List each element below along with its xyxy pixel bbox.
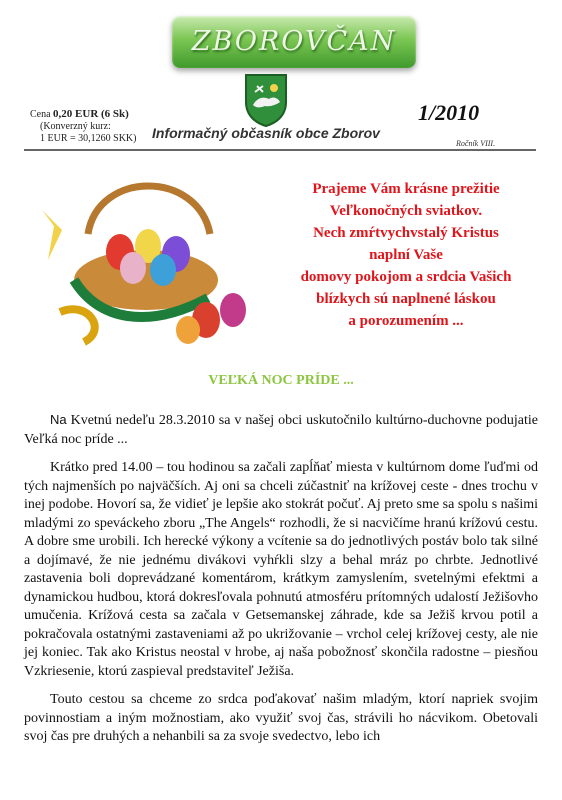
greeting-line: Veľkonočných sviatkov. bbox=[329, 203, 483, 219]
masthead-banner bbox=[172, 16, 416, 68]
price-value: 0,20 EUR (6 Sk) bbox=[53, 108, 129, 120]
article-title: VEĽKÁ NOC PRÍDE ... bbox=[208, 373, 354, 388]
volume-label: Ročník VIII. bbox=[456, 139, 496, 148]
price-block bbox=[30, 108, 136, 145]
paragraph-text: Kvetnú nedeľu 28.3.2010 sa v našej obci uskutočnilo kultúrno-duchovne podujatie Veľká noc príde ... bbox=[24, 413, 538, 447]
easter-basket-illustration bbox=[28, 170, 264, 346]
article-body bbox=[24, 411, 538, 757]
municipal-coat-of-arms-icon bbox=[243, 72, 289, 128]
article-paragraph-1 bbox=[24, 411, 538, 449]
newsletter-subtitle: Informačný občasník obce Zborov bbox=[152, 125, 380, 141]
article-paragraph-2: Krátko pred 14.00 – tou hodinou sa začali zapĺňať miesta v kultúrnom dome ľuďmi od tých najmenších po najväčších. Aj oni sa chceli zúčastniť na krížovej ceste - dnes trochu v inej podobe. Hovorí sa, že vidieť je lepšie ako stokrát počuť. Aj preto sme sa spolu s našimi mladými zo speváckeho zboru „The Angels“ rozhodli, že si nacvičíme hranú krížovú cestu. A dobre sme urobili. Ich herecké výkony a vcítenie sa do jednotlivých postáv bolo tak silné a dojímavé, že nie jednému divákovi vyhŕkli slzy a behal mráz po chrbte. Jednotlivé zastavenia boli doprevádzané komentárom, krátkym zamyslením, svetelnými efektmi a dynamickou hudbou, ktorá dokresľovala pohnutú atmosféru prítomných udalostí Ježišovho umučenia. Krížová cesta sa začala v Getsemanskej záhrade, kde sa Ježiš krvou potil a pokračovala ostatnými zastaveniami až po ukrižovanie – vrchol celej krížovej cesty, ale nie jej koniec. Tak ako Kristus neostal v hrobe, aj naša pobožnosť skončila radostne – piesňou Vzkriesenie, ktorú zaspieval predstaviteľ Ježiša. bbox=[24, 460, 538, 679]
conversion-label: (Konverzný kurz: bbox=[40, 121, 111, 132]
greeting-line: blízkych sú naplnené láskou bbox=[316, 291, 496, 307]
greeting-line: a porozumením ... bbox=[348, 313, 464, 329]
greeting-line: domovy pokojom a srdcia Vašich bbox=[300, 269, 512, 285]
easter-greeting bbox=[276, 178, 536, 332]
article-paragraph-3: Touto cestou sa chceme zo srdca poďakovať našim mladým, ktorí napriek svojim povinnostiam a iným možnostiam, ako využiť svoj čas, strávili ho nácvikom. Obetovali svoj čas pre druhých a nehanbili sa za svoje svedectvo, lebo ich bbox=[24, 692, 538, 744]
greeting-line: naplní Vaše bbox=[369, 247, 443, 263]
greeting-line: Nech zmŕtvychvstalý Kristus bbox=[313, 225, 499, 241]
newsletter-title: ZBOROVČAN bbox=[191, 26, 397, 57]
header-divider bbox=[24, 149, 536, 151]
conversion-value: 1 EUR = 30,1260 SKK) bbox=[40, 133, 137, 144]
price-label: Cena bbox=[30, 109, 51, 120]
paragraph-lead: Na bbox=[50, 412, 67, 427]
greeting-line: Prajeme Vám krásne prežitie bbox=[312, 181, 500, 197]
issue-number: 1/2010 bbox=[418, 100, 480, 125]
